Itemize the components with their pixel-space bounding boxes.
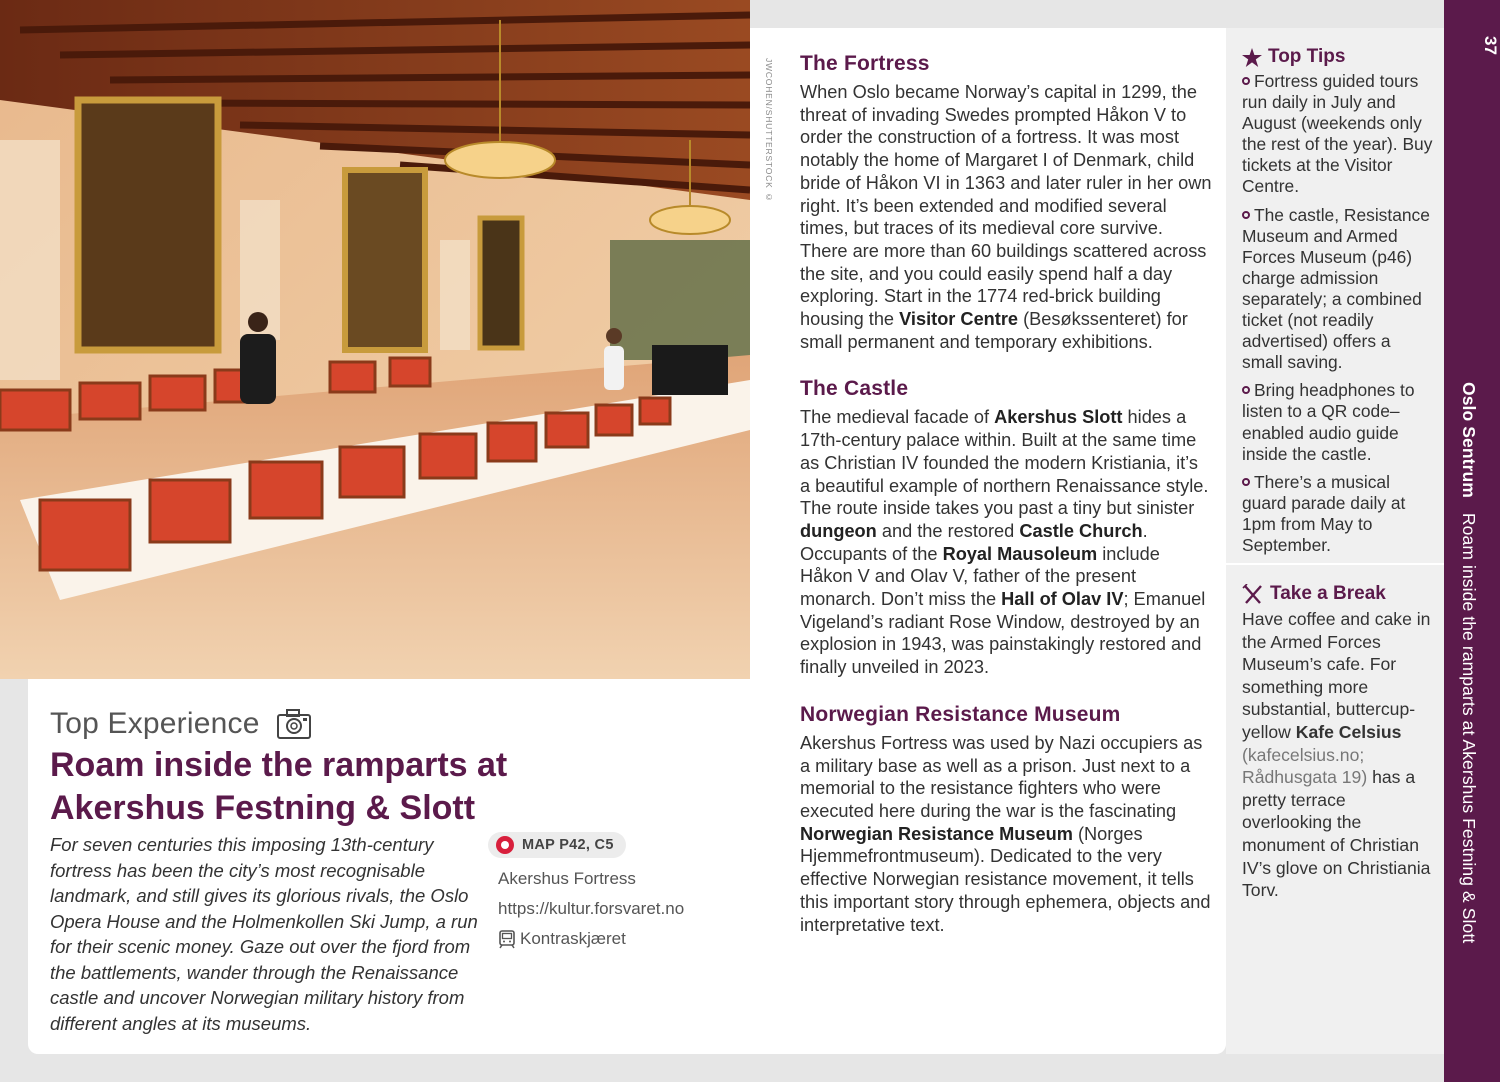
castle-text-1: The medieval facade of [800,407,995,428]
take-a-break-title: Take a Break [1270,583,1386,605]
venue-url[interactable]: https://kultur.forsvaret.no [498,899,685,918]
section-heading-castle: The Castle [800,377,909,401]
tip-text: Fortress guided tours run daily in July and August (weekends only the rest of the year). Buy tickets at the Visitor Centre. [1242,71,1433,197]
tip-item [1242,205,1434,374]
royal-mausoleum-bold: Royal Mausoleum [942,543,1098,564]
venue-name: Akershus Fortress [498,869,636,888]
intro-paragraph: For seven centuries this imposing 13th-century fortress has been the city’s most recognisable landmark, and still gives its glorious rivals, the Oslo Opera House and the Holmenkollen Ski Jump, a run for their scenic money. Gaze out over the fjord from the battlements, wander through the Renaissance castle and uncover Norwegian military history from different angles at its museums. [50,834,478,1034]
section-heading-resistance: Norwegian Resistance Museum [800,702,1121,726]
banquet-hall-illustration [0,0,750,679]
running-head-chapter: Roam inside the ramparts at Akershus Festning & Slott [1459,512,1479,944]
resistance-text-1: Akershus Fortress was used by Nazi occupiers as a military base as well as a prison. Just next to a memorial to the resistance fighters who were executed here during the war is the fascinating [800,732,1203,821]
star-icon [1242,48,1262,67]
bullet-icon [1242,386,1250,394]
kafe-celsius-bold: Kafe Celsius [1295,722,1402,743]
castle-text-5: include Håkon V and Olav V, father of the present monarch. Don’t miss the [800,543,1160,610]
title-line-1: Roam inside the ramparts at [50,746,508,784]
resistance-museum-bold: Norwegian Resistance Museum [800,823,1073,844]
take-a-break-box [1226,565,1444,902]
top-experience-label-row [50,707,312,741]
castle-text-2: hides a 17th-century palace within. Built at the same time as Christian IV founded the modern Kristiania, it’s a beautiful example of northern Renaissance style. The route inside takes you past a tiny but sinister [800,407,1209,519]
cutlery-icon [1242,584,1264,604]
running-head [1458,382,1479,943]
fortress-text-1: When Oslo became Norway’s capital in 1299, the threat of invading Swedes prompted Håkon V to order the construction of a fortress. It was most notably the home of Margaret I of Denmark, child bride of Håkon VI in 1363 and later ruler in her own right. It’s been extended and modified several times, but traces of its medieval core survive. There are more than 60 buildings scattered across the site, and you could easily spend half a day exploring. Start in the 1774 red-brick building housing the [800,82,1212,330]
fortress-text-2: (Besøkssenteret) for small permanent and temporary exhibitions. [800,309,1188,352]
akershus-slott-bold: Akershus Slott [994,407,1123,428]
section-body-resistance [800,732,1212,936]
bullet-icon [1242,211,1250,219]
bullet-icon [1242,77,1250,85]
top-tips-box [1226,28,1444,556]
hall-olav-bold: Hall of Olav IV [1001,589,1124,610]
visitor-centre-bold: Visitor Centre [899,309,1019,330]
tip-item [1242,71,1434,198]
page-number: 37 [1481,35,1500,55]
top-experience-label: Top Experience [50,707,260,740]
photo-credit: JWCOHEN/SHUTTERSTOCK © [764,58,774,203]
break-text-2: has a pretty terrace overlooking the monument of Christian IV’s glove on Christiania Torv. [1242,767,1431,901]
running-head-section: Oslo Sentrum [1459,382,1479,498]
castle-text-4: . Occupants of the [800,520,1148,564]
resistance-text-2: (Norges Hjemmefrontmuseum). Dedicated to the very effective Norwegian resistance movement, it tells this important story through ephemera, objects and interpretative text. [800,823,1211,935]
bullet-icon [1242,478,1250,486]
map-reference-text: MAP P42, C5 [522,837,614,853]
camera-icon [276,708,312,740]
section-body-castle [800,406,1212,678]
tip-text: The castle, Resistance Museum and Armed Forces Museum (p46) charge admission separately; a combined ticket (not readily advertised) offers a small saving. [1242,204,1430,373]
tip-text: There’s a musical guard parade daily at 1pm from May to September. [1242,471,1406,555]
main-column [800,50,1212,958]
section-body-fortress [800,81,1212,353]
chapter-tab [1444,0,1500,1082]
page-title [50,744,610,830]
tip-text: Bring headphones to listen to a QR code–enabled audio guide inside the castle. [1242,380,1415,464]
castle-text-6: ; Emanuel Vigeland’s radiant Rose Window, destroyed by an explosion in 1943, was painstakingly restored and finally unveiled in 2023. [800,589,1206,678]
dungeon-bold: dungeon [800,520,877,541]
tip-item [1242,472,1434,556]
sidebar [1226,28,1444,1054]
tram-stop-name: Kontraskjæret [520,929,626,948]
map-reference-badge[interactable] [488,832,626,858]
top-tips-title: Top Tips [1268,46,1346,67]
map-target-icon [496,836,514,854]
castle-text-3: and the restored [876,520,1020,541]
castle-church-bold: Castle Church [1019,520,1143,541]
top-tips-heading [1242,46,1434,68]
kafe-celsius-details: (kafecelsius.no; Rådhusgata 19) [1242,744,1368,788]
tip-item [1242,380,1434,464]
take-a-break-heading [1242,583,1434,605]
title-line-2: Akershus Festning & Slott [50,789,476,827]
break-text-1: Have coffee and cake in the Armed Forces Museum’s cafe. For something more substantial, buttercup-yellow [1242,609,1431,743]
tram-icon [498,929,516,949]
hall-photo [0,0,750,679]
info-box [488,832,728,950]
section-heading-fortress: The Fortress [800,52,930,75]
tram-stop [488,928,728,950]
take-a-break-text [1242,608,1434,902]
